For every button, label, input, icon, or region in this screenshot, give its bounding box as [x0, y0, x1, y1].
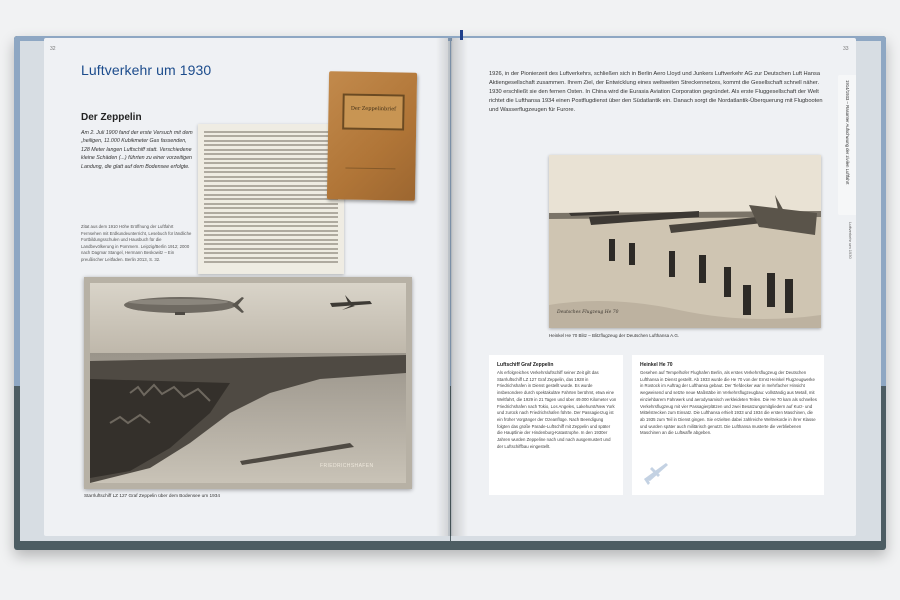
zeppelin-booklet: [327, 71, 417, 201]
newspaper-clipping: [198, 124, 344, 274]
right-page-number: 33: [843, 46, 849, 52]
zeppelin-postcard: [84, 277, 412, 489]
zeppelin-photo: [90, 283, 406, 483]
source-note: Zitat aus dem 1910 Höhe Eröffnung der Luftfahrt Fernsehen mit Erdkundeunterricht, Lesebuch für ländliche Fortbildungsschulen und Hausbuch für die Landbevölkerung in Pommern. Leipzig/Berlin 1912; 2000 nach Dagmar Stangel, Hermann Beskowitz – Ein preußischer Leitfaden. Berlin 2013, S. 32.: [81, 224, 192, 262]
photo-inscription: Deutsches Flugzeug He 70: [557, 310, 619, 315]
info-box-zeppelin-title: Luftschiff Graf Zeppelin: [497, 362, 554, 368]
left-page-number: 32: [50, 46, 56, 52]
bookmark-ribbon: [460, 30, 463, 40]
heinkel-caption: Heinkel He 70 Blitz – Blitzflugzeug der Deutschen Lufthansa A.G.: [549, 333, 680, 338]
postcard-label: FRIEDRICHSHAFEN: [320, 463, 374, 469]
intro-quote: Am 2. Juli 1900 fand der erste Versuch mit dem „heiligen, 11.000 Kubikmeter Gas fassenden, 128 Meter langen Luftschiff statt. Verschiedene kleine Schäden (...) führten zu einer vorzeitigen Landung, die glatt auf dem Bodensee erfolgte.: [81, 130, 193, 170]
book-gutter: [436, 38, 468, 536]
booklet-title: Der Zeppelinbrief: [350, 105, 397, 113]
info-box-zeppelin-text: Als erfolgreiches Verkehrsluftschiff seiner Zeit gilt das Starrluftschiff LZ 127 Graf Zeppelin, das 1928 in Friedrichshafen in Dienst gestellt wurde. Es wurde insbesondere durch spektakuläre Fahrten berühmt, etwa eine Weltfahrt, die 1929 in 21 Tagen und über 49.000 Kilometer von Friedrichshafen nach Tokio, Los Angeles, Lakehurst/New York und zurück nach Friedrichshafen führte. Der Passagierzug ist ein früher Vorgänger der Ozeanflüge. Nach Beendigung folgten das große Parade-Luftschiff mit Zeppelin und später die Hauptlinie der Hindenburg-Katastrophe. In den 1930er Jahren wurden Zeppeline nach und nach ausgemustert und der Luftschiffbau eingestellt.: [497, 370, 617, 449]
chapter-title: Luftverkehr um 1930: [81, 62, 212, 78]
airfield-scene: [549, 155, 821, 328]
body-paragraph: 1926, in der Pionierzeit des Luftverkehrs, schließen sich in Berlin Aero Lloyd und Junkers Luftverkehr AG zur Deutschen Luft Hansa Aktiengesellschaft zusammen. Ihrem Ziel, der Entwicklung eines weltweiten Streckennetzes, kommt die Gesellschaft schnell näher. 1930 erschließt sie den fernen Osten. In China wird die Eurasia Aviation Corporation gegründet. Als erste Fluggesellschaft der Welt richtet die Lufthansa 1934 einen Postflugdienst über den Südatlantik ein. Danach sorgt die Nordatlantik-Überquerung mit Flugbooten und Wasserflugzeugen für Furore.: [489, 71, 823, 113]
chapter-tab-subtitle: Luftverkehr um 1930: [848, 222, 853, 259]
section-title: Der Zeppelin: [81, 112, 142, 123]
info-box-heinkel: [632, 355, 824, 495]
heinkel-photo: [549, 155, 821, 328]
info-box-heinkel-text: Gesehen auf Tempelhofer Flughafen Berlin, als erstes Verkehrsflugzeug der Deutschen Lufthansa in Dienst gestellt. Ab 1933 wurde die He 70 von der Ernst Heinkel Flugzeugwerke in Rostock im Auftrag der Lufthansa gebaut. Der Tiefdecker war in mehrfacher Hinsicht wegweisend und setzte neue Maßstäbe im Verkehrsflugzeugbau: vollständig aus Metall, mit einziehbarem Fahrwerk und aerodynamisch verkleideten Teilen. Die He 70 kam als schnelles Verkehrsflugzeug mit vier Passagierplätzen und zwei Besatzungsmitgliedern auf Kurz- und Mittelstrecken zum Einsatz. Die Lufthansa erhielt 1933 und 1934 die ersten Maschinen, die ab 1935 zum Teil in Dienst gingen. Sie erzielten dabei zahlreiche Weltrekorde in ihrer Klasse und wurden später auch militärisch genutzt. Die Lufthansa musterte die verbliebenen Maschinen an die Luftwaffe abgeben.: [640, 370, 817, 436]
booklet-imprint: [345, 168, 395, 184]
airplane-icon: [640, 457, 670, 487]
postcard-caption: Starrluftschiff LZ 127 Graf Zeppelin über dem Bodensee um 1934: [84, 493, 220, 498]
booklet-label-frame: [342, 93, 405, 130]
info-box-heinkel-title: Heinkel He 70: [640, 362, 673, 368]
info-box-zeppelin: [489, 355, 623, 495]
chapter-tab-title: 1914/1933 – Rasanter Aufschwung der zivilen Luftfahrt: [845, 80, 850, 185]
